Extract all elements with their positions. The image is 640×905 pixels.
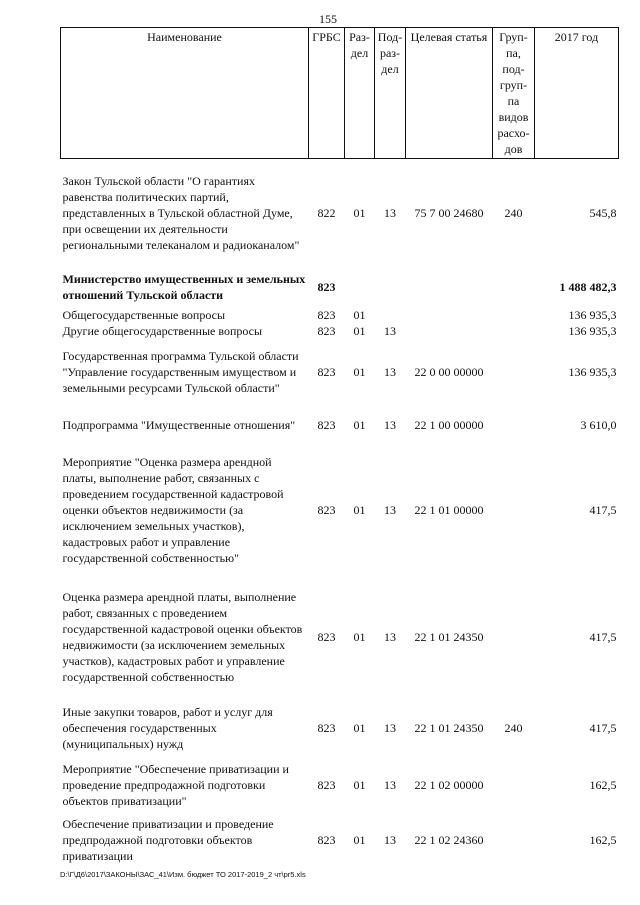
table-row — [61, 267, 619, 307]
table-row — [61, 323, 619, 339]
row-group — [493, 307, 535, 323]
row-razdel: 01 — [353, 502, 366, 517]
row-target: 22 1 01 00000 — [414, 502, 484, 517]
row-razdel: 01 — [353, 832, 366, 847]
row-group — [493, 267, 535, 307]
row-amount: 136 935,3 — [568, 307, 617, 322]
row-grbs: 823 — [317, 307, 336, 322]
table-row — [61, 405, 619, 445]
row-grbs: 822 — [317, 205, 336, 220]
row-amount: 136 935,3 — [568, 364, 617, 379]
row-amount: 1 488 482,3 — [559, 279, 617, 294]
row-podrazdel: 13 — [384, 720, 396, 735]
row-group — [493, 813, 535, 867]
row-podrazdel: 13 — [384, 205, 396, 220]
row-amount: 3 610,0 — [580, 417, 617, 432]
header-name: Наименование — [61, 28, 309, 159]
row-group — [493, 575, 535, 699]
row-amount: 162,5 — [589, 832, 617, 847]
row-target: 22 1 01 24350 — [414, 720, 484, 735]
row-group — [493, 323, 535, 339]
row-name: Обеспечение приватизации и проведение предпродажной подготовки объектов приватизации — [62, 816, 274, 863]
row-amount: 417,5 — [589, 720, 617, 735]
row-target — [406, 267, 493, 307]
row-name: Министерство имущественных и земельных отношений Тульской области — [62, 271, 306, 302]
row-group: 240 — [504, 205, 523, 220]
budget-table — [60, 27, 619, 867]
table-row — [61, 445, 619, 575]
table-header-row — [61, 28, 619, 159]
row-grbs: 823 — [317, 417, 336, 432]
row-amount: 417,5 — [589, 502, 617, 517]
row-amount: 162,5 — [589, 777, 617, 792]
row-name: Мероприятие "Обеспечение приватизации и проведение предпродажной подготовки объектов приватизации" — [62, 761, 289, 808]
row-name: Другие общегосударственные вопросы — [62, 323, 263, 338]
row-grbs: 823 — [317, 364, 336, 379]
row-razdel: 01 — [353, 205, 366, 220]
row-podrazdel: 13 — [384, 502, 396, 517]
row-name: Оценка размера арендной платы, выполнение работ, связанных с проведением государственной кадастровой оценки объектов недвижимости (за исключением земельных участков), кадастровых работ и управление государственной собственностью — [62, 589, 303, 684]
row-grbs: 823 — [317, 720, 336, 735]
row-target: 22 1 02 00000 — [414, 777, 484, 792]
row-podrazdel: 13 — [384, 832, 396, 847]
table-row — [61, 699, 619, 757]
header-year: 2017 год — [535, 28, 619, 159]
row-target — [406, 307, 493, 323]
row-target — [406, 323, 493, 339]
row-name: Мероприятие "Оценка размера арендной платы, выполнение работ, связанных с проведением государственной кадастровой оценки объектов недвижимости (за исключением земельных участков), кадастровых работ и управление государственной собственностью" — [62, 454, 284, 565]
row-name: Государственная программа Тульской области "Управление государственным имуществом и земельными ресурсами Тульской области" — [62, 348, 299, 395]
row-grbs: 823 — [317, 832, 336, 847]
row-podrazdel: 13 — [384, 777, 396, 792]
table-row — [61, 159, 619, 267]
row-grbs: 823 — [317, 777, 336, 792]
row-target: 22 1 02 24360 — [414, 832, 484, 847]
table-row — [61, 575, 619, 699]
row-grbs: 823 — [317, 323, 336, 338]
table-row — [61, 813, 619, 867]
row-podrazdel: 13 — [384, 364, 396, 379]
row-target: 75 7 00 24680 — [414, 205, 484, 220]
file-path-footer: D:\Г\Д6\2017\ЗАКОНЫ\ЗАС_41\Изм. бюджет ТО 2017-2019_2 чт\pr5.xls — [60, 870, 306, 879]
row-group — [493, 445, 535, 575]
row-grbs: 823 — [317, 502, 336, 517]
row-target: 22 1 00 00000 — [414, 417, 484, 432]
row-razdel: 01 — [353, 307, 366, 322]
row-name: Подпрограмма "Имущественные отношения" — [62, 417, 296, 432]
row-razdel: 01 — [353, 417, 366, 432]
row-name: Закон Тульской области "О гарантиях равенства политических партий, представленных в Тульской областной Думе, при освещении их деятельности региональными телеканалом и радиоканалом" — [62, 173, 300, 252]
row-group — [493, 405, 535, 445]
table-row — [61, 339, 619, 405]
row-razdel: 01 — [353, 629, 366, 644]
row-podrazdel: 13 — [384, 417, 396, 432]
row-razdel: 01 — [353, 720, 366, 735]
row-amount: 136 935,3 — [568, 323, 617, 338]
row-razdel — [345, 267, 375, 307]
header-group: Груп- па, под- груп- па видов расхо- дов — [493, 28, 535, 159]
table-body — [61, 159, 619, 867]
row-podrazdel: 13 — [384, 323, 396, 338]
row-podrazdel — [375, 267, 406, 307]
row-group — [493, 757, 535, 813]
row-target: 22 1 01 24350 — [414, 629, 484, 644]
row-razdel: 01 — [353, 777, 366, 792]
header-grbs: ГРБС — [309, 28, 345, 159]
row-name: Общегосударственные вопросы — [62, 307, 226, 322]
row-name: Иные закупки товаров, работ и услуг для обеспечения государственных (муниципальных) нужд — [62, 704, 273, 751]
page-number: 155 — [319, 12, 337, 26]
row-amount: 545,8 — [589, 205, 617, 220]
table-row — [61, 757, 619, 813]
header-target: Целевая статья — [406, 28, 493, 159]
row-razdel: 01 — [353, 323, 366, 338]
row-target: 22 0 00 00000 — [414, 364, 484, 379]
header-razdel: Раз- дел — [345, 28, 375, 159]
row-grbs: 823 — [317, 279, 336, 294]
row-podrazdel: 13 — [384, 629, 396, 644]
table-row — [61, 307, 619, 323]
row-razdel: 01 — [353, 364, 366, 379]
row-group — [493, 339, 535, 405]
row-grbs: 823 — [317, 629, 336, 644]
row-podrazdel — [375, 307, 406, 323]
row-group: 240 — [504, 720, 523, 735]
row-amount: 417,5 — [589, 629, 617, 644]
header-podrazdel: Под- раз- дел — [375, 28, 406, 159]
